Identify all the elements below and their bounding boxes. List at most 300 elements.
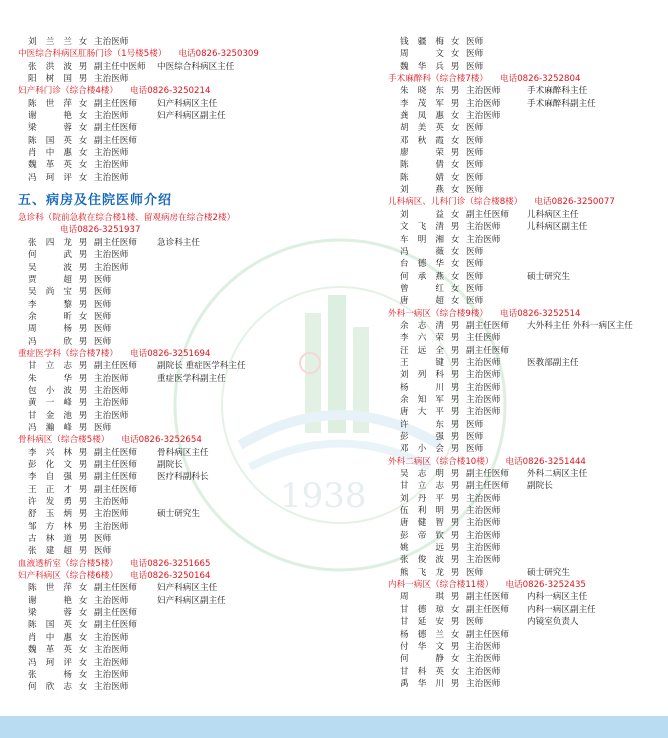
staff-row (388, 184, 658, 196)
staff-sex: 男 (78, 497, 88, 508)
department-header (18, 570, 338, 582)
staff-row (388, 468, 658, 480)
staff-title: 主治医师 (94, 74, 129, 85)
staff-row (388, 567, 658, 579)
staff-note: 大外科主任 外科一病区主任 (527, 320, 633, 331)
staff-name: 许发勇 (28, 497, 72, 508)
staff-row (18, 110, 338, 122)
staff-sex: 男 (450, 543, 460, 554)
staff-sex: 男 (450, 530, 460, 541)
staff-row (388, 616, 658, 628)
staff-sex: 女 (450, 135, 460, 146)
staff-sex: 女 (450, 283, 460, 294)
staff-title: 副主任医师 (466, 345, 509, 356)
staff-title: 主治医师 (466, 543, 501, 554)
staff-sex: 男 (78, 237, 88, 248)
staff-row (18, 447, 338, 459)
staff-row (388, 98, 658, 110)
staff-sex: 男 (450, 357, 460, 368)
staff-name: 姚远 (400, 543, 444, 554)
staff-row (388, 653, 658, 665)
department-phone: 电话0826-3250214 (130, 86, 211, 97)
staff-title: 主治医师 (466, 86, 501, 97)
staff-title: 主治医师 (94, 250, 129, 261)
staff-row (18, 237, 338, 249)
staff-title: 主治医师 (94, 521, 129, 532)
staff-row (388, 357, 658, 369)
department-header (18, 434, 338, 446)
staff-sex: 男 (78, 61, 88, 72)
staff-name: 车明湘 (400, 234, 444, 245)
staff-row (388, 542, 658, 554)
staff-name: 龚凤惠 (400, 111, 444, 122)
staff-name: 刘燕 (400, 185, 444, 196)
staff-row (18, 595, 338, 607)
staff-name: 禹华川 (400, 678, 444, 689)
staff-name: 谢艳 (28, 111, 72, 122)
staff-sex: 男 (78, 447, 88, 458)
staff-note: 中医综合科病区主任 (157, 61, 235, 72)
staff-row (388, 530, 658, 542)
staff-sex: 男 (450, 61, 460, 72)
staff-sex: 女 (78, 645, 88, 656)
staff-name: 张杨 (28, 669, 72, 680)
staff-title: 医师 (94, 336, 112, 347)
staff-row (18, 122, 338, 134)
staff-name: 张四龙 (28, 237, 72, 248)
staff-title: 医师 (466, 160, 484, 171)
staff-note: 内科一病区主任 (527, 592, 588, 603)
staff-sex: 男 (78, 546, 88, 557)
staff-row (18, 632, 338, 644)
staff-row (388, 394, 658, 406)
staff-note: 手术麻醉科副主任 (527, 98, 596, 109)
staff-title: 主治医师 (94, 657, 129, 668)
staff-name: 陈婧 (400, 172, 444, 183)
staff-note: 内科一病区副主任 (527, 604, 596, 615)
staff-sex: 男 (78, 74, 88, 85)
staff-row (388, 332, 658, 344)
staff-title: 医师 (466, 567, 484, 578)
department-label: 妇产科门诊（综合楼4楼） (18, 86, 118, 97)
staff-name: 胡美英 (400, 123, 444, 134)
staff-title: 主治医师 (466, 678, 501, 689)
staff-title: 副主任医师 (94, 608, 137, 619)
staff-row (18, 147, 338, 159)
staff-title: 医师 (466, 419, 484, 430)
department-phone: 电话0826-3251694 (130, 348, 211, 359)
staff-name: 冯瀚峰 (28, 422, 72, 433)
staff-title: 主治医师 (94, 160, 129, 171)
staff-sex: 男 (450, 98, 460, 109)
staff-sex: 女 (78, 620, 88, 631)
staff-title: 医师 (94, 311, 112, 322)
staff-sex: 女 (78, 98, 88, 109)
staff-name: 朱晓东 (400, 86, 444, 97)
staff-row (388, 110, 658, 122)
staff-name: 刘列科 (400, 370, 444, 381)
staff-note: 副院长 重症医学科主任 (157, 361, 246, 372)
staff-sex: 男 (450, 678, 460, 689)
staff-row (18, 484, 338, 496)
staff-row (18, 360, 338, 372)
staff-name: 钱疆梅 (400, 37, 444, 47)
staff-row (388, 271, 658, 283)
staff-sex: 女 (78, 123, 88, 134)
staff-sex: 女 (450, 234, 460, 245)
staff-name: 刘兰兰 (28, 37, 72, 47)
staff-sex: 女 (78, 160, 88, 171)
staff-title: 主治医师 (466, 382, 501, 393)
staff-row (388, 122, 658, 134)
staff-title: 副主任医师 (94, 447, 137, 458)
staff-row (388, 369, 658, 381)
staff-sex: 男 (450, 481, 460, 492)
staff-title: 主治医师 (466, 394, 501, 405)
staff-sex: 男 (450, 345, 460, 356)
staff-sex: 男 (450, 419, 460, 430)
staff-name: 梁蓉 (28, 123, 72, 134)
staff-name: 邹方林 (28, 521, 72, 532)
watermark-year: 1938 (280, 476, 367, 516)
staff-row (18, 61, 338, 73)
staff-sex: 女 (450, 259, 460, 270)
department-phone: 电话0826-3251937 (60, 225, 141, 236)
staff-note: 骨科病区主任 (157, 447, 209, 458)
staff-note: 妇产科病区主任 (157, 98, 218, 109)
staff-name: 唐超 (400, 296, 444, 307)
staff-sex: 女 (450, 629, 460, 640)
staff-title: 医师 (94, 324, 112, 335)
staff-row (18, 422, 338, 434)
staff-sex: 男 (78, 472, 88, 483)
department-phone: 电话0826-3251665 (130, 558, 211, 569)
staff-row (18, 249, 338, 261)
staff-name: 陈世萍 (28, 583, 72, 594)
staff-title: 主治医师 (94, 148, 129, 159)
staff-name: 甘德琼 (400, 604, 444, 615)
staff-name: 冯珂评 (28, 657, 72, 668)
staff-row (388, 641, 658, 653)
staff-name: 李黎 (28, 299, 72, 310)
staff-sex: 男 (450, 444, 460, 455)
staff-note: 副院长 (527, 481, 553, 492)
staff-title: 主治医师 (466, 98, 501, 109)
staff-name: 何欣志 (28, 682, 72, 693)
staff-note: 外科二病区主任 (527, 469, 588, 480)
staff-title: 医师 (466, 61, 484, 72)
staff-title: 主治医师 (466, 530, 501, 541)
staff-sex: 男 (78, 336, 88, 347)
section-title: 五、病房及住院医师介绍 (18, 193, 173, 209)
staff-name: 冯薇 (400, 246, 444, 257)
staff-sex: 女 (450, 271, 460, 282)
staff-sex: 男 (78, 460, 88, 470)
staff-name: 陈世萍 (28, 98, 72, 109)
staff-name: 何武 (28, 250, 72, 261)
staff-title: 副主任医师 (466, 592, 509, 603)
staff-title: 医师 (466, 185, 484, 196)
staff-title: 医师 (94, 287, 112, 298)
staff-name: 何承燕 (400, 271, 444, 282)
staff-row (18, 336, 338, 348)
staff-name: 杨德兰 (400, 629, 444, 640)
staff-row (18, 73, 338, 85)
staff-note: 儿科病区副主任 (527, 222, 588, 233)
staff-sex: 男 (78, 398, 88, 409)
staff-sex: 男 (450, 641, 460, 652)
staff-row (388, 505, 658, 517)
staff-title: 主治医师 (94, 172, 129, 183)
staff-name: 甘延安 (400, 617, 444, 628)
staff-sex: 女 (78, 311, 88, 322)
staff-sex: 男 (450, 493, 460, 504)
outpatient-list-continued (18, 36, 338, 184)
staff-sex: 男 (450, 567, 460, 578)
staff-title: 副主任医师 (94, 484, 137, 495)
staff-title: 副主任医师 (466, 481, 509, 492)
staff-title: 医师 (466, 432, 484, 442)
staff-sex: 男 (78, 287, 88, 298)
department-phone: 电话0826-3250309 (178, 49, 259, 60)
staff-note: 硕士研究生 (157, 509, 200, 520)
staff-name: 梁蓉 (28, 608, 72, 619)
staff-name: 周文 (400, 49, 444, 60)
staff-row (388, 382, 658, 394)
staff-row (18, 582, 338, 594)
staff-row (18, 644, 338, 656)
staff-name: 陈国英 (28, 135, 72, 146)
staff-title: 主治医师 (466, 407, 501, 418)
staff-row (388, 258, 658, 270)
staff-sex: 男 (78, 509, 88, 520)
department-header (388, 196, 658, 208)
staff-title: 主治医师 (94, 262, 129, 273)
staff-name: 王键 (400, 357, 444, 368)
staff-name: 陈国英 (28, 620, 72, 631)
staff-sex: 男 (78, 373, 88, 384)
staff-row (388, 85, 658, 97)
staff-title: 医师 (466, 296, 484, 307)
staff-title: 主治医师 (466, 506, 501, 517)
staff-row (18, 135, 338, 147)
staff-name: 李自强 (28, 472, 72, 483)
staff-name: 周琪 (400, 592, 444, 603)
staff-title: 医师 (466, 246, 484, 257)
staff-title: 副主任医师 (94, 98, 137, 109)
staff-row (18, 508, 338, 520)
staff-title: 副主任医师 (466, 320, 509, 331)
staff-row (18, 607, 338, 619)
staff-row (18, 262, 338, 274)
staff-name: 付华文 (400, 641, 444, 652)
staff-name: 文飞清 (400, 222, 444, 233)
staff-row (18, 98, 338, 110)
staff-name: 吴波 (28, 262, 72, 273)
staff-note: 医教部副主任 (527, 357, 579, 368)
department-phone: 电话0826-3252435 (505, 580, 586, 591)
staff-name: 彭帝钦 (400, 530, 444, 541)
staff-name: 许东 (400, 419, 444, 430)
staff-sex: 男 (78, 534, 88, 545)
staff-sex: 男 (450, 506, 460, 517)
staff-name: 王正才 (28, 484, 72, 495)
staff-row (388, 172, 658, 184)
staff-row (388, 406, 658, 418)
department-header (388, 579, 658, 591)
staff-note: 儿科病区主任 (527, 209, 579, 220)
staff-title: 医师 (94, 274, 112, 285)
staff-sex: 女 (450, 654, 460, 665)
staff-name: 甘科英 (400, 666, 444, 677)
staff-sex: 女 (78, 583, 88, 594)
staff-row (18, 311, 338, 323)
staff-note: 硕士研究生 (527, 271, 570, 282)
staff-title: 副主任医师 (94, 583, 137, 594)
staff-title: 主治医师 (466, 222, 501, 233)
staff-name: 李六荣 (400, 333, 444, 344)
staff-name: 汪远全 (400, 345, 444, 356)
staff-row (388, 554, 658, 566)
staff-sex: 女 (78, 682, 88, 693)
staff-sex: 男 (450, 320, 460, 331)
staff-name: 舒玉炳 (28, 509, 72, 520)
staff-title: 副主任中医师 (94, 61, 146, 72)
staff-row (388, 678, 658, 690)
staff-sex: 女 (78, 135, 88, 146)
staff-sex: 女 (450, 209, 460, 220)
department-label: 外科一病区（综合楼9楼） (388, 308, 488, 319)
staff-sex: 女 (78, 37, 88, 47)
department-label: 骨科病区（综合楼5楼） (18, 435, 110, 446)
staff-row (18, 397, 338, 409)
staff-row (18, 681, 338, 693)
department-phone: 电话0826-3250077 (534, 197, 615, 208)
staff-name: 张建超 (28, 546, 72, 557)
department-label: 手术麻醉科（综合楼7楼） (388, 74, 488, 85)
staff-title: 主治医师 (466, 234, 501, 245)
staff-sex: 男 (78, 361, 88, 372)
staff-note: 妇产科病区副主任 (157, 595, 226, 606)
staff-name: 刘丹平 (400, 493, 444, 504)
staff-note: 手术麻醉科主任 (527, 86, 588, 97)
staff-title: 主治医师 (466, 370, 501, 381)
staff-row (388, 61, 658, 73)
staff-title: 主治医师 (466, 654, 501, 665)
staff-sex: 男 (450, 617, 460, 628)
staff-title: 医师 (94, 534, 112, 545)
staff-row (18, 533, 338, 545)
staff-sex: 男 (78, 385, 88, 396)
staff-title: 主治医师 (94, 497, 129, 508)
staff-title: 医师 (466, 135, 484, 146)
staff-title: 主治医师 (94, 398, 129, 409)
staff-sex: 男 (78, 250, 88, 261)
staff-sex: 男 (450, 370, 460, 381)
staff-title: 主治医师 (94, 373, 129, 384)
department-header (18, 212, 338, 224)
staff-name: 余志清 (400, 320, 444, 331)
staff-title: 副主任医师 (466, 604, 509, 615)
staff-name: 曾红 (400, 283, 444, 294)
staff-name: 黄一峰 (28, 398, 72, 409)
staff-title: 主任医师 (466, 333, 501, 344)
staff-name: 余知军 (400, 394, 444, 405)
staff-name: 伍利明 (400, 506, 444, 517)
staff-title: 医师 (466, 259, 484, 270)
department-phone: 电话0826-3250164 (130, 571, 211, 582)
staff-title: 副主任医师 (94, 361, 137, 372)
staff-row (18, 172, 338, 184)
staff-title: 主治医师 (94, 410, 129, 421)
staff-row (388, 209, 658, 221)
staff-title: 医师 (466, 172, 484, 183)
staff-sex: 女 (450, 666, 460, 677)
staff-sex: 女 (78, 148, 88, 159)
staff-name: 吴志明 (400, 469, 444, 480)
staff-title: 医师 (466, 37, 484, 47)
staff-sex: 男 (450, 555, 460, 566)
staff-note: 内镜室负责人 (527, 617, 579, 628)
staff-note: 妇产科病区主任 (157, 583, 218, 594)
staff-sex: 男 (450, 86, 460, 97)
staff-title: 医师 (466, 123, 484, 134)
staff-sex: 女 (78, 669, 88, 680)
staff-name: 甘立志 (28, 361, 72, 372)
staff-sex: 男 (450, 407, 460, 418)
staff-sex: 男 (78, 422, 88, 433)
staff-title: 主治医师 (94, 645, 129, 656)
staff-title: 副主任医师 (94, 123, 137, 134)
staff-sex: 女 (450, 160, 460, 171)
staff-title: 医师 (94, 422, 112, 433)
staff-title: 副主任医师 (94, 135, 137, 146)
department-header (18, 48, 338, 60)
staff-row (18, 521, 338, 533)
staff-sex: 女 (78, 657, 88, 668)
staff-note: 妇产科病区副主任 (157, 111, 226, 122)
staff-sex: 女 (450, 172, 460, 183)
staff-name: 邓秋霞 (400, 135, 444, 146)
staff-title: 主治医师 (94, 111, 129, 122)
staff-name: 廖荣 (400, 148, 444, 159)
bottom-band (0, 716, 668, 738)
staff-title: 副主任医师 (94, 620, 137, 631)
staff-title: 主治医师 (466, 666, 501, 677)
staff-title: 主治医师 (94, 632, 129, 643)
staff-name: 彭化文 (28, 460, 72, 470)
staff-title: 医师 (94, 546, 112, 557)
staff-row (18, 496, 338, 508)
staff-row (18, 657, 338, 669)
staff-name: 包小波 (28, 385, 72, 396)
staff-row (18, 410, 338, 422)
staff-sex: 女 (78, 632, 88, 643)
staff-row (388, 480, 658, 492)
staff-title: 主治医师 (466, 357, 501, 368)
staff-sex: 女 (450, 296, 460, 307)
staff-note: 医疗科副科长 (157, 472, 209, 483)
staff-name: 彭强 (400, 432, 444, 442)
staff-row (388, 36, 658, 48)
staff-note: 硕士研究生 (527, 567, 570, 578)
department-header (388, 308, 658, 320)
staff-row (388, 431, 658, 443)
staff-title: 医师 (466, 444, 484, 455)
department-phone: 电话0826-3252514 (500, 308, 581, 319)
staff-sex: 男 (78, 521, 88, 532)
staff-title: 医师 (466, 617, 484, 628)
